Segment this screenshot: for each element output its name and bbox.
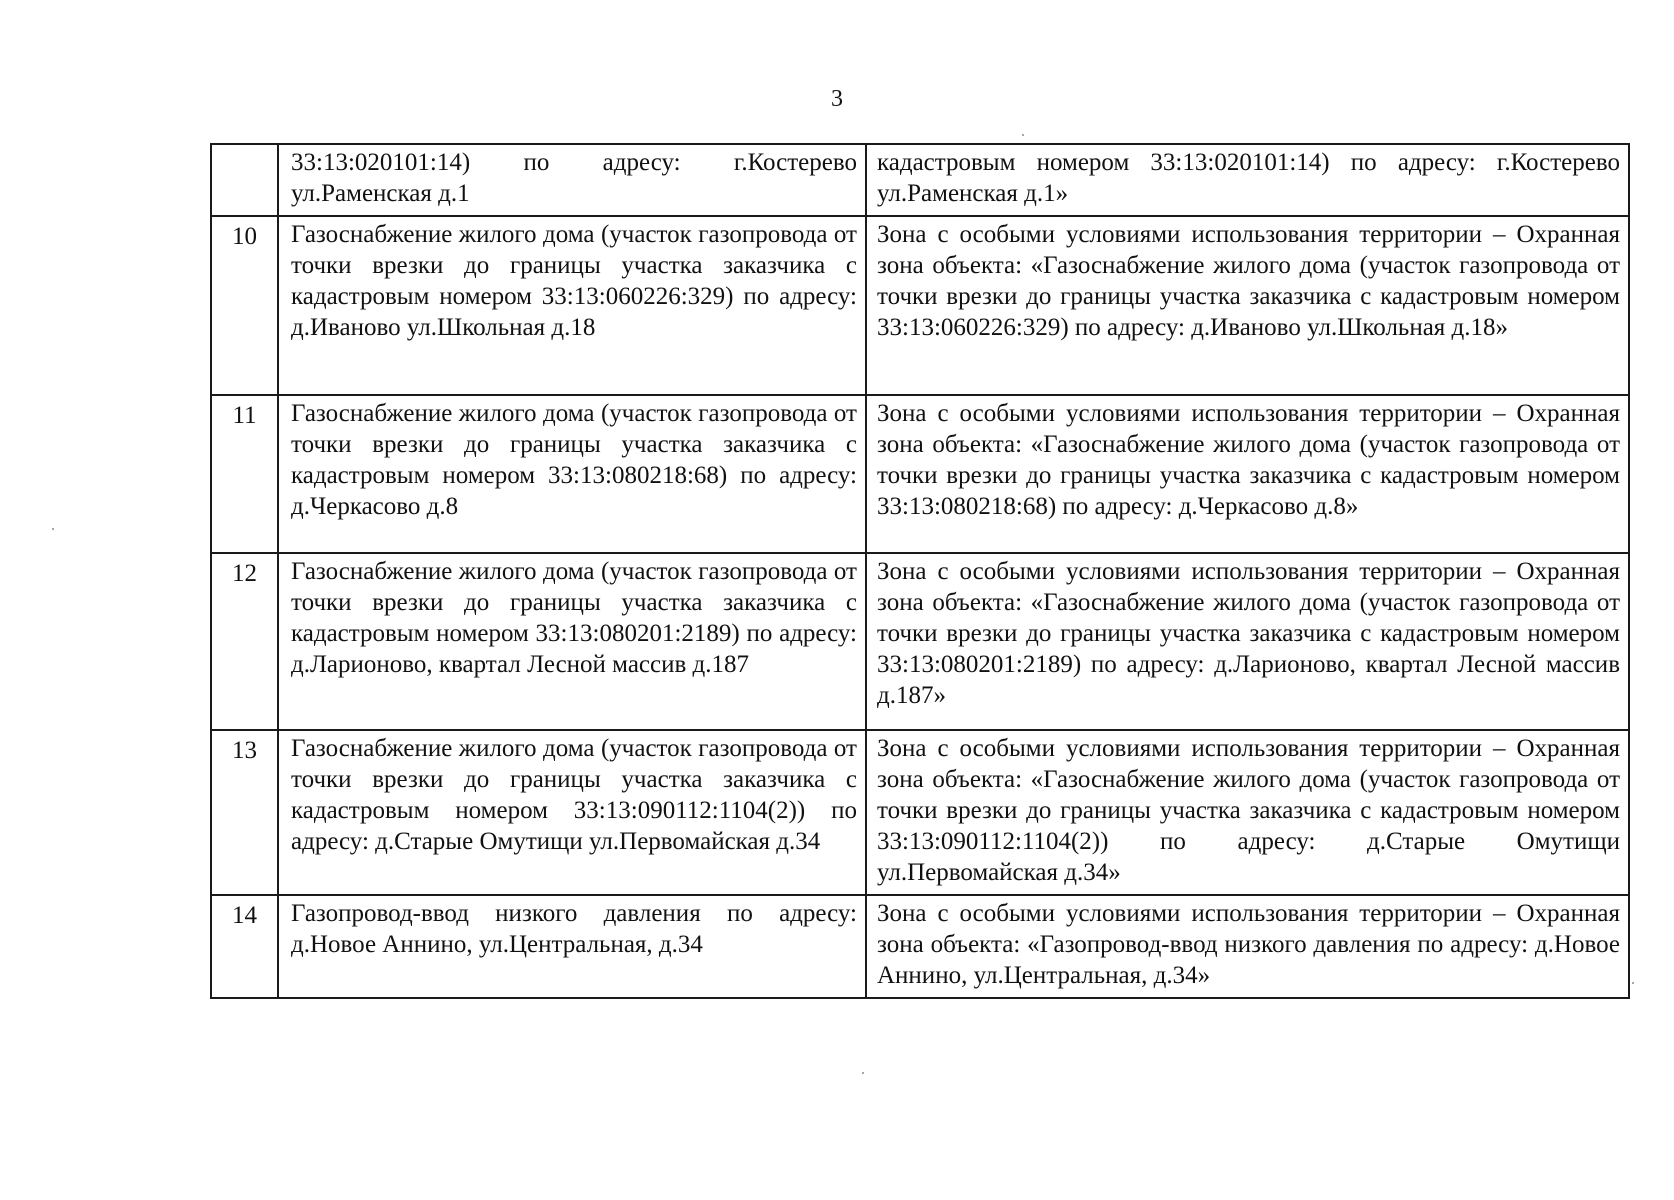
zone-description: кадастровым номером 33:13:020101:14) по адресу: г.Костерево ул.Раменская д.1» (866, 144, 1629, 216)
zone-description: Зона с особыми условиями использования территории – Охранная зона объекта: «Газоснабжение жилого дома (участок газопровода от точки врезки до границы участка заказчика с кадастровым номером 33:13:080218:68) по адресу: д.Черкасово д.8» (866, 395, 1629, 553)
object-name: Газоснабжение жилого дома (участок газопровода от точки врезки до границы участка заказчика с кадастровым номером 33:13:060226:329) по адресу: д.Иваново ул.Школьная д.18 (278, 216, 866, 395)
page-number: 3 (831, 86, 843, 112)
row-number: 13 (211, 730, 278, 895)
zone-description: Зона с особыми условиями использования территории – Охранная зона объекта: «Газоснабжение жилого дома (участок газопровода от точки врезки до границы участка заказчика с кадастровым номером 33:13:090112:1104(2)) по адресу: д.Старые Омутищи ул.Первомайская д.34» (866, 730, 1629, 895)
table-row (211, 144, 1629, 216)
object-name: Газоснабжение жилого дома (участок газопровода от точки врезки до границы участка заказчика с кадастровым номером 33:13:090112:1104(2)) по адресу: д.Старые Омутищи ул.Первомайская д.34 (278, 730, 866, 895)
zones-table (210, 143, 1630, 999)
scan-speck (862, 1072, 864, 1074)
object-name: Газоснабжение жилого дома (участок газопровода от точки врезки до границы участка заказчика с кадастровым номером 33:13:080218:68) по адресу: д.Черкасово д.8 (278, 395, 866, 553)
zone-description: Зона с особыми условиями использования территории – Охранная зона объекта: «Газоснабжение жилого дома (участок газопровода от точки врезки до границы участка заказчика с кадастровым номером 33:13:060226:329) по адресу: д.Иваново ул.Школьная д.18» (866, 216, 1629, 395)
table-row (211, 553, 1629, 730)
row-number: 12 (211, 553, 278, 730)
zone-description: Зона с особыми условиями использования территории – Охранная зона объекта: «Газопровод-ввод низкого давления по адресу: д.Новое Аннино, ул.Центральная, д.34» (866, 895, 1629, 998)
object-name: Газоснабжение жилого дома (участок газопровода от точки врезки до границы участка заказчика с кадастровым номером 33:13:080201:2189) по адресу: д.Ларионово, квартал Лесной массив д.187 (278, 553, 866, 730)
table-row (211, 895, 1629, 998)
table-row (211, 395, 1629, 553)
scan-speck (1022, 134, 1024, 136)
row-number: 10 (211, 216, 278, 395)
zone-description: Зона с особыми условиями использования территории – Охранная зона объекта: «Газоснабжение жилого дома (участок газопровода от точки врезки до границы участка заказчика с кадастровым номером 33:13:080201:2189) по адресу: д.Ларионово, квартал Лесной массив д.187» (866, 553, 1629, 730)
scan-speck (1632, 982, 1634, 984)
row-number (211, 144, 278, 216)
object-name: 33:13:020101:14) по адресу: г.Костерево ул.Раменская д.1 (278, 144, 866, 216)
row-number: 14 (211, 895, 278, 998)
table-row (211, 216, 1629, 395)
table-row (211, 730, 1629, 895)
scan-speck (52, 528, 54, 530)
row-number: 11 (211, 395, 278, 553)
object-name: Газопровод-ввод низкого давления по адресу: д.Новое Аннино, ул.Центральная, д.34 (278, 895, 866, 998)
